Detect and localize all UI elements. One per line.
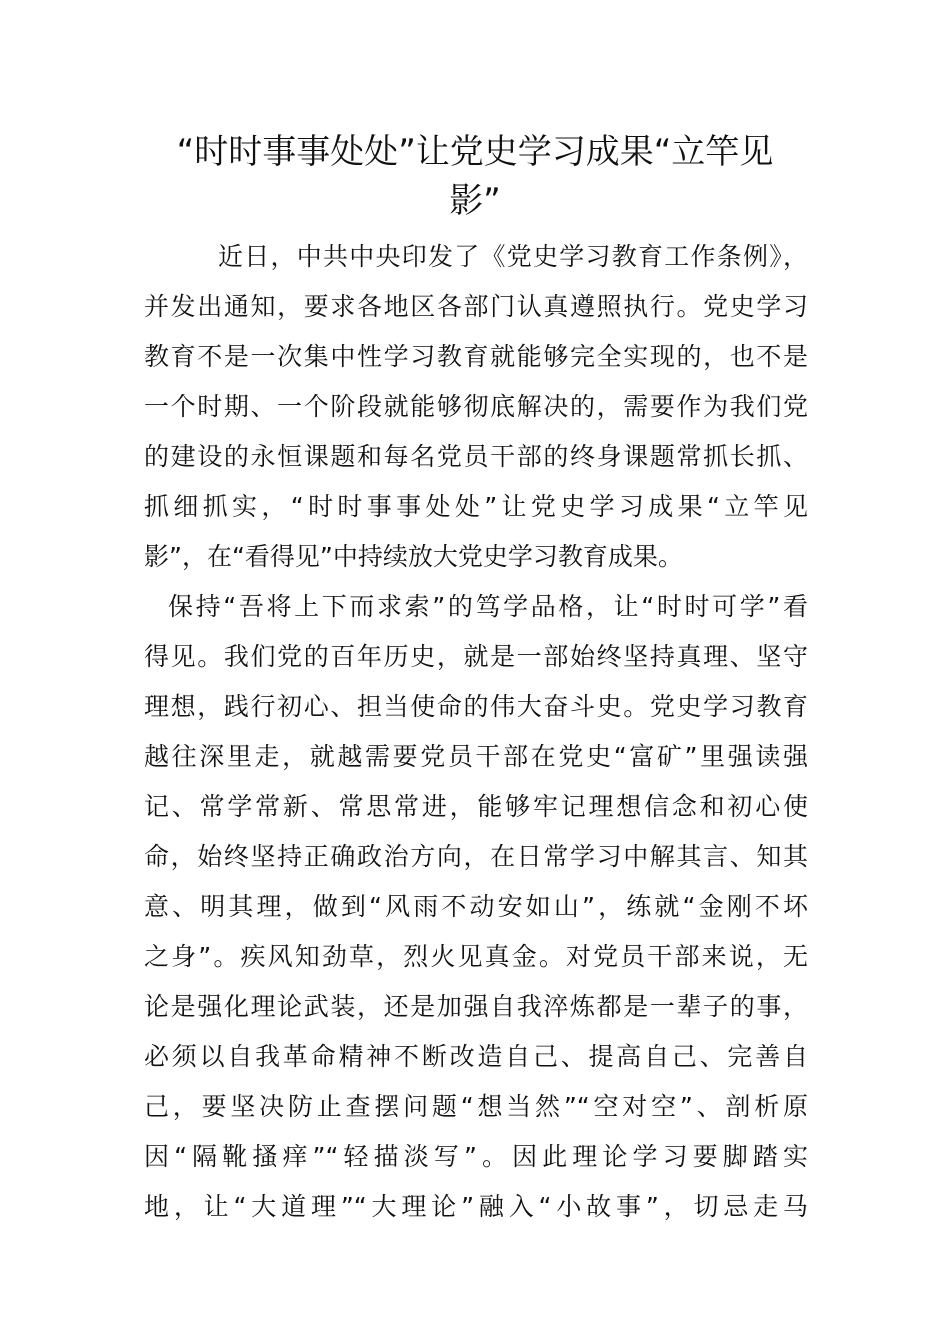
text-line: 意、明其理，做到“风雨不动安如山”，练就“金刚不坏	[144, 892, 808, 921]
text-line: 近日，中共中央印发了《党史学习教育工作条例》，	[218, 242, 808, 271]
text-line: 教育不是一次集中性学习教育就能够完全实现的，也不是	[144, 342, 808, 371]
text-line: 命，始终坚持正确政治方向，在日常学习中解其言、知其	[144, 842, 808, 871]
text-line: 越往深里走，就越需要党员干部在党史“富矿”里强读强	[144, 742, 808, 771]
document-title-line-2: 影”	[449, 181, 501, 221]
text-line: 并发出通知，要求各地区各部门认真遵照执行。党史学习	[144, 292, 808, 321]
text-line: 己，要坚决防止查摆问题“想当然”“空对空”、剖析原	[144, 1092, 808, 1121]
document-body	[144, 232, 808, 1232]
text-line: 理想，践行初心、担当使命的伟大奋斗史。党史学习教育	[144, 692, 808, 721]
text-line: 记、常学常新、常思常进，能够牢记理想信念和初心使	[144, 792, 808, 821]
text-line: 因“隔靴搔痒”“轻描淡写”。因此理论学习要脚踏实	[144, 1142, 808, 1171]
paragraph-2	[144, 582, 808, 1232]
text-line: 影”，在“看得见”中持续放大党史学习教育成果。	[144, 542, 683, 571]
text-line: 保持“吾将上下而求索”的笃学品格，让“时时可学”看	[168, 592, 808, 621]
text-line: 的建设的永恒课题和每名党员干部的终身课题常抓长抓、	[144, 442, 808, 471]
text-line: 一个时期、一个阶段就能够彻底解决的，需要作为我们党	[144, 392, 808, 421]
text-line: 得见。我们党的百年历史，就是一部始终坚持真理、坚守	[144, 642, 808, 671]
text-line: 必须以自我革命精神不断改造自己、提高自己、完善自	[144, 1042, 808, 1071]
document-title-line-1: “时时事事处处”让党史学习成果“立竿见	[176, 132, 774, 172]
text-line: 之身”。疾风知劲草，烈火见真金。对党员干部来说，无	[144, 942, 808, 971]
paragraph-1	[144, 232, 808, 582]
text-line: 抓细抓实，“时时事事处处”让党史学习成果“立竿见	[144, 492, 808, 521]
text-line: 地，让“大道理”“大理论”融入“小故事”，切忌走马	[144, 1192, 808, 1221]
text-line: 论是强化理论武装，还是加强自我淬炼都是一辈子的事，	[144, 992, 808, 1021]
